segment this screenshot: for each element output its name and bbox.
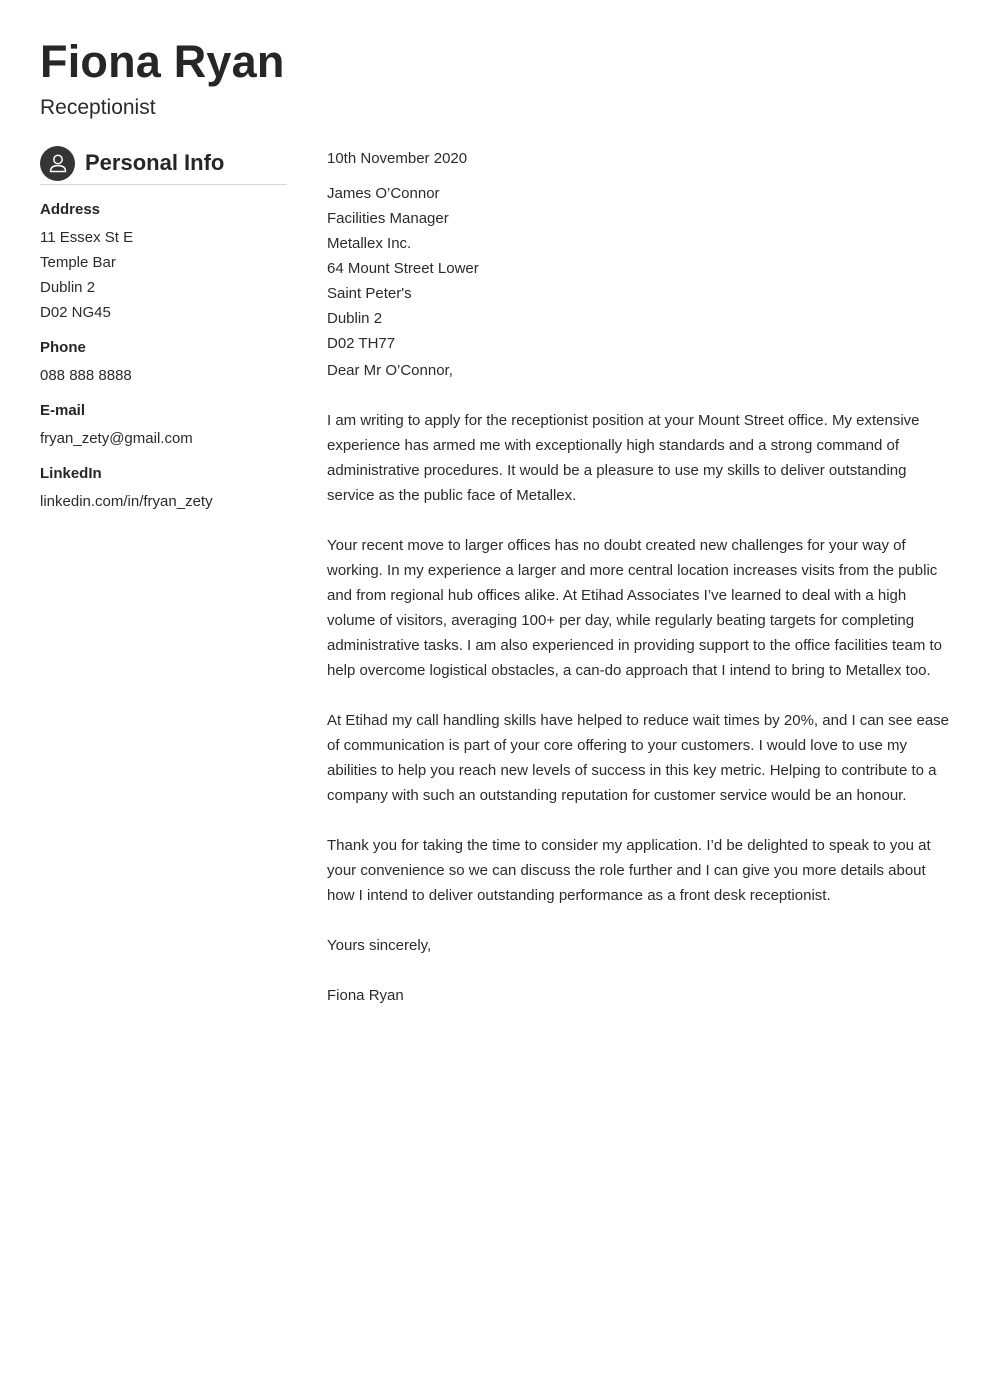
email-block xyxy=(40,401,287,451)
applicant-name: Fiona Ryan xyxy=(40,36,285,87)
header xyxy=(40,36,285,121)
linkedin-block xyxy=(40,464,287,514)
recipient-line: Dublin 2 xyxy=(327,310,383,327)
recipient-line: 64 Mount Street Lower xyxy=(327,260,479,277)
address-line: D02 NG45 xyxy=(40,304,111,321)
salutation: Dear Mr O’Connor, xyxy=(327,362,453,379)
job-title: Receptionist xyxy=(40,96,156,119)
email-label: E-mail xyxy=(40,402,86,419)
address-label: Address xyxy=(40,201,101,218)
letter-paragraph: Your recent move to larger offices has no doubt created new challenges for your way of working. In my experience a larger and more central location increases visits from the public and from regional hub offices alike. At Etihad Associates I’ve learned to deal with a high volume of visitors, averaging 100+ per day, while regularly beating targets for completing administrative tasks. I am also experienced in providing support to the office facilities team to help overcome logistical obstacles, a can-do approach that I intend to bring to Metallex too. xyxy=(327,537,943,679)
letter-paragraph: I am writing to apply for the receptionist position at your Mount Street office. My extensive experience has armed me with exceptionally high standards and a strong command of administrative procedures. It would be a pleasure to use my skills to deliver outstanding service as the public face of Metallex. xyxy=(327,412,920,504)
recipient-line: James O’Connor xyxy=(327,185,440,202)
closing: Yours sincerely, xyxy=(327,937,432,954)
phone-block xyxy=(40,338,287,388)
letter-paragraph: Thank you for taking the time to consider my application. I’d be delighted to speak to you at your convenience so we can discuss the role further and I can give you more details about how I intend to deliver outstanding performance as a front desk receptionist. xyxy=(327,837,931,904)
signature-name: Fiona Ryan xyxy=(327,987,404,1004)
letter-paragraph: At Etihad my call handling skills have helped to reduce wait times by 20%, and I can see ease of communication is part of your core offering to your customers. I would love to use my abilities to help you reach new levels of success in this key metric. Helping to contribute to a company with such an outstanding reputation for customer service would be an honour. xyxy=(327,712,950,804)
linkedin-value: linkedin.com/in/fryan_zety xyxy=(40,493,213,510)
recipient-line: Facilities Manager xyxy=(327,210,449,227)
phone-label: Phone xyxy=(40,339,86,356)
recipient-line: Metallex Inc. xyxy=(327,235,412,252)
recipient-block xyxy=(327,181,953,356)
linkedin-label: LinkedIn xyxy=(40,465,102,482)
email-value: fryan_zety@gmail.com xyxy=(40,430,193,447)
address-line: Temple Bar xyxy=(40,254,116,271)
address-line: Dublin 2 xyxy=(40,279,96,296)
user-icon xyxy=(40,146,75,181)
personal-info-heading xyxy=(40,145,287,185)
address-line: 11 Essex St E xyxy=(40,229,134,246)
address-block xyxy=(40,200,287,325)
letter-body xyxy=(327,146,953,1008)
letter-date: 10th November 2020 xyxy=(327,150,468,167)
section-title: Personal Info xyxy=(85,150,225,175)
recipient-line: Saint Peter's xyxy=(327,285,412,302)
phone-value: 088 888 8888 xyxy=(40,367,132,384)
sidebar xyxy=(40,145,287,514)
recipient-line: D02 TH77 xyxy=(327,335,396,352)
